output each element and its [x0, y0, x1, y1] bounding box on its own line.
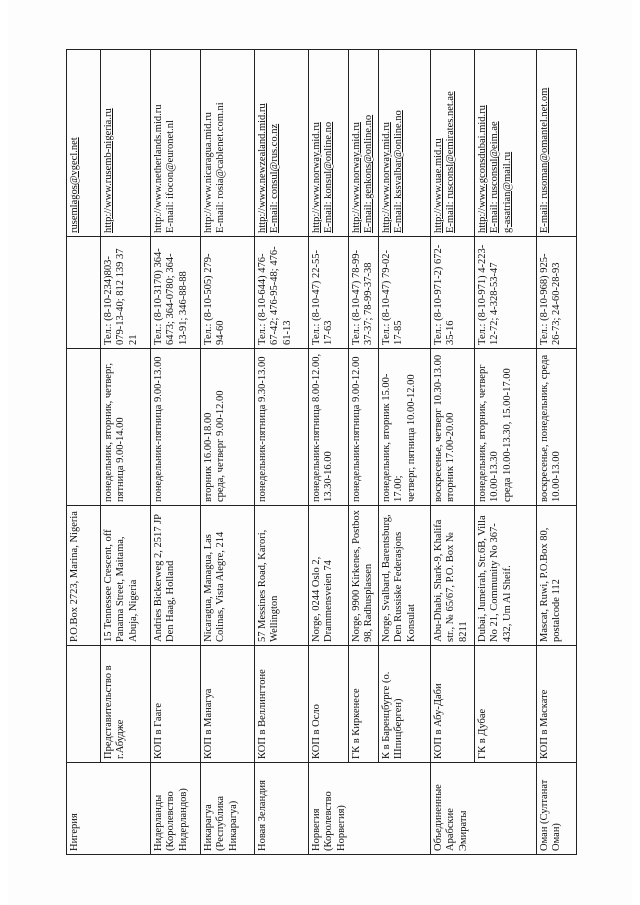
- table-row: [349, 50, 379, 855]
- mission-cell: КОП в Манагуа: [201, 646, 255, 763]
- mission-cell: КОП в Гааге: [151, 646, 201, 763]
- address-cell: Norge, Svalbard, Barentsburg, Den Russiske Federasjons Konsulat: [378, 506, 430, 646]
- country-cell: Никарагуа (Республика Никарагуа): [201, 763, 255, 855]
- mission-cell: КОП в Маскате: [536, 646, 576, 763]
- country-cell: Норвегия (Королевство Норвегия): [309, 763, 431, 855]
- phone-cell: [67, 237, 101, 349]
- table-row: [151, 50, 201, 855]
- website-link[interactable]: http://www.rusemb-nigeria.ru: [101, 50, 151, 237]
- website-email-cell[interactable]: http://www.norway.mid.ru E-mail: kssvalbar@online.no: [378, 50, 430, 237]
- table-row: [309, 50, 349, 855]
- mission-cell: КОП в Абу-Даби: [430, 646, 474, 763]
- mission-cell: К в Баренцбурге (о. Шпицберген): [378, 646, 430, 763]
- address-cell: Mascat, Ruwi, P.O.Box 80, postalcode 112: [536, 506, 576, 646]
- phone-cell: Тел.: (8-10-644) 476-67-42; 476-95-48; 476-61-13: [255, 237, 309, 349]
- hours-cell: понедельник, вторник, четверг, пятница 9.00-14.00: [101, 349, 151, 506]
- table-row: [67, 50, 101, 855]
- phone-cell: Тел.: (8-10-47) 78-99-37-37; 78-99-37-38: [349, 237, 379, 349]
- table-row: [474, 50, 536, 855]
- address-cell: Norge, 0244 Oslo 2, Drammensveien 74: [309, 506, 349, 646]
- table-row: [536, 50, 576, 855]
- phone-cell: Тел.: (8-10-47) 79-02-17-85: [378, 237, 430, 349]
- website-email-cell[interactable]: http://www.netherlands.mid.ru E-mail: ifocon@euronet.nl: [151, 50, 201, 237]
- hours-cell: понедельник-пятница 9.00-13.00: [151, 349, 201, 506]
- phone-cell: Тел.: (8-10-505) 279-94-60: [201, 237, 255, 349]
- consulates-table: [66, 49, 577, 855]
- mission-cell: КОП в Веллингтоне: [255, 646, 309, 763]
- hours-cell: понедельник, вторник, четверг 10.00-13.30 среда 10.00-13.30, 15.00-17.00: [474, 349, 536, 506]
- website-email-cell[interactable]: http://www.nicaragua.mid.ru E-mail: rosia@cablenet.com.ni: [201, 50, 255, 237]
- website-email-cell[interactable]: http://www.gconsdubai.mid.ru E-mail: rusconsul@eim.ae g-asatrian@mail.ru: [474, 50, 536, 237]
- table-row: [430, 50, 474, 855]
- phone-cell: Тел.: (8-10-234)803-079-13-40; 812 139 37 21: [101, 237, 151, 349]
- mission-cell: ГК в Дубае: [474, 646, 536, 763]
- phone-cell: Тел.: (8-10-971) 4-223-12-72; 4-328-53-47: [474, 237, 536, 349]
- email-link[interactable]: rusemlagos@vgecl.net: [67, 50, 101, 237]
- document-page: [8, 0, 632, 905]
- table-row: [101, 50, 151, 855]
- table-row: [378, 50, 430, 855]
- table-row: [201, 50, 255, 855]
- hours-cell: понедельник-пятница 9.00-12.00: [349, 349, 379, 506]
- address-cell: Nicaragua, Managua, Las Colinas, Vista Alegre, 214: [201, 506, 255, 646]
- website-email-cell[interactable]: http://www.norway.mid.ru E-mail: genkons@online.no: [349, 50, 379, 237]
- country-cell: Объединенные Арабские Эмираты: [430, 763, 536, 855]
- phone-cell: Тел.: (8-10-3170) 364-6473; 364-0780; 364-13-91; 346-88-88: [151, 237, 201, 349]
- hours-cell: воскресенье, понедельник, среда 10.00-13.00: [536, 349, 576, 506]
- address-cell: Dubai, Jumeirah, Str.6B, Villa No 21, Community No 367-432, Um Al Sheif.: [474, 506, 536, 646]
- hours-cell: вторник 16.00-18.00 среда, четверг 9.00-12.00: [201, 349, 255, 506]
- table-row: [255, 50, 309, 855]
- country-cell: Новая Зеландия: [255, 763, 309, 855]
- address-cell: Andries Bickerweg 2, 2517 JP Den Haag, Holland: [151, 506, 201, 646]
- address-cell: 15 Tennessee Crescent, off Panama Street, Maitama, Abuja, Nigeria: [101, 506, 151, 646]
- website-email-cell[interactable]: http://www.uae.mid.ru E-mail: rusconsl@emirates.net.ae: [430, 50, 474, 237]
- hours-cell: понедельник, вторник 15.00-17.00; четверг, пятница 10.00-12.00: [378, 349, 430, 506]
- mission-cell: ГК в Киркенесе: [349, 646, 379, 763]
- hours-cell: [67, 349, 101, 506]
- website-email-cell[interactable]: http://www.norway.mid.ru E-mail: konsul@online.no: [309, 50, 349, 237]
- country-cell: Нигерия: [67, 763, 151, 855]
- rotated-table-wrapper: [66, 50, 601, 855]
- mission-cell: Представительство в г.Абудже: [101, 646, 151, 763]
- website-email-cell[interactable]: http://www.newzealand.mid.ru E-mail: consul@rus.co.nz: [255, 50, 309, 237]
- hours-cell: понедельник-пятница 9.30-13.00: [255, 349, 309, 506]
- address-cell: Abu-Dhabi, Shark-9, Khalifa str., № 65/67, P.O. Box № 8211: [430, 506, 474, 646]
- mission-cell: КОП в Осло: [309, 646, 349, 763]
- phone-cell: Тел.: (8-10-968) 925-26-73; 24-60-28-93: [536, 237, 576, 349]
- hours-cell: понедельник-пятница 8.00-12.00, 13.30-16.00: [309, 349, 349, 506]
- address-cell: 57 Messines Road, Karori, Wellington: [255, 506, 309, 646]
- phone-cell: Тел.: (8-10-971-2) 672-35-16: [430, 237, 474, 349]
- email-link[interactable]: E-mail: rusoman@omantel.net.om: [536, 50, 576, 237]
- hours-cell: воскресенье, четверг 10.30-13.00 вторник 17.00-20.00: [430, 349, 474, 506]
- country-cell: Нидерланды (Королевство Нидерландов): [151, 763, 201, 855]
- mission-cell: [67, 646, 101, 763]
- phone-cell: Тел.: (8-10-47) 22-55-17-63: [309, 237, 349, 349]
- address-cell: Norge, 9900 Kirkenes, Postbox 98, Radhusplassen: [349, 506, 379, 646]
- address-cell: P.O.Box 2723, Marina, Nigeria: [67, 506, 101, 646]
- country-cell: Оман (Султанат Оман): [536, 763, 576, 855]
